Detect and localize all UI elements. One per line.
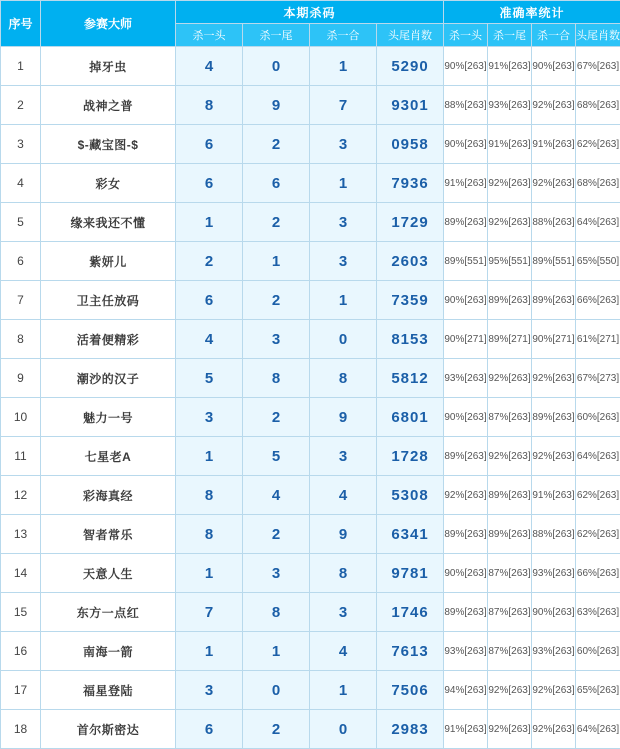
row-rate-sum: 92%[263] [532,164,576,203]
table-row [1,125,620,164]
table-row [1,398,620,437]
row-rate-sum: 88%[263] [532,515,576,554]
row-headtail-zodiac: 6341 [377,515,444,554]
row-kill-head: 3 [176,671,243,710]
column-header-headtail-zodiac: 头尾肖数 [377,24,444,47]
row-rate-head: 88%[263] [444,86,488,125]
row-headtail-zodiac: 1729 [377,203,444,242]
row-kill-tail: 3 [243,554,310,593]
row-index: 13 [1,515,41,554]
row-kill-tail: 4 [243,476,310,515]
row-kill-sum: 0 [310,710,377,749]
row-rate-tail: 93%[263] [488,86,532,125]
row-headtail-zodiac: 2983 [377,710,444,749]
row-kill-head: 5 [176,359,243,398]
row-index: 18 [1,710,41,749]
row-index: 11 [1,437,41,476]
table-row [1,671,620,710]
row-kill-tail: 2 [243,398,310,437]
row-index: 9 [1,359,41,398]
row-kill-tail: 6 [243,164,310,203]
table-body [1,47,620,749]
row-rate-sum: 89%[263] [532,281,576,320]
row-rate-zodiac: 64%[263] [576,710,620,749]
row-index: 4 [1,164,41,203]
row-kill-sum: 3 [310,203,377,242]
row-kill-tail: 3 [243,320,310,359]
row-kill-sum: 1 [310,671,377,710]
column-group-current-kill: 本期杀码 [176,1,444,24]
row-index: 1 [1,47,41,86]
row-index: 16 [1,632,41,671]
row-master-name[interactable]: 智者常乐 [41,515,176,554]
row-rate-tail: 95%[551] [488,242,532,281]
row-rate-tail: 92%[263] [488,671,532,710]
table-row [1,203,620,242]
row-index: 7 [1,281,41,320]
column-header-rate-head: 杀一头 [444,24,488,47]
row-index: 5 [1,203,41,242]
row-rate-head: 89%[263] [444,203,488,242]
row-rate-sum: 89%[263] [532,398,576,437]
table-row [1,47,620,86]
column-header-rate-zodiac: 头尾肖数 [576,24,620,47]
row-kill-sum: 9 [310,515,377,554]
row-headtail-zodiac: 5812 [377,359,444,398]
row-kill-head: 1 [176,554,243,593]
row-rate-sum: 88%[263] [532,203,576,242]
row-kill-sum: 9 [310,398,377,437]
row-headtail-zodiac: 1728 [377,437,444,476]
row-rate-head: 90%[271] [444,320,488,359]
row-rate-head: 91%[263] [444,164,488,203]
row-kill-sum: 8 [310,359,377,398]
row-rate-sum: 90%[263] [532,593,576,632]
row-kill-head: 8 [176,515,243,554]
row-rate-zodiac: 62%[263] [576,515,620,554]
row-rate-tail: 91%[263] [488,47,532,86]
row-kill-head: 4 [176,320,243,359]
table-row [1,476,620,515]
row-rate-zodiac: 66%[263] [576,554,620,593]
column-header-kill-sum: 杀一合 [310,24,377,47]
row-headtail-zodiac: 6801 [377,398,444,437]
row-kill-sum: 3 [310,593,377,632]
table-row [1,554,620,593]
row-master-name[interactable]: 七星老A [41,437,176,476]
row-kill-sum: 3 [310,242,377,281]
row-index: 8 [1,320,41,359]
table-row [1,281,620,320]
row-headtail-zodiac: 1746 [377,593,444,632]
row-rate-tail: 87%[263] [488,398,532,437]
row-master-name[interactable]: 战神之普 [41,86,176,125]
row-index: 17 [1,671,41,710]
row-master-name[interactable]: 东方一点红 [41,593,176,632]
row-master-name[interactable]: 掉牙虫 [41,47,176,86]
row-master-name[interactable]: 潮沙的汉子 [41,359,176,398]
row-kill-tail: 2 [243,203,310,242]
row-index: 15 [1,593,41,632]
row-master-name[interactable]: 活着便精彩 [41,320,176,359]
row-rate-tail: 89%[263] [488,476,532,515]
row-rate-zodiac: 60%[263] [576,398,620,437]
row-rate-tail: 87%[263] [488,554,532,593]
row-rate-head: 93%[263] [444,359,488,398]
row-kill-tail: 5 [243,437,310,476]
row-index: 2 [1,86,41,125]
row-kill-sum: 4 [310,476,377,515]
row-index: 10 [1,398,41,437]
row-rate-head: 90%[263] [444,554,488,593]
row-kill-head: 7 [176,593,243,632]
row-kill-sum: 4 [310,632,377,671]
row-headtail-zodiac: 5308 [377,476,444,515]
row-headtail-zodiac: 7936 [377,164,444,203]
row-kill-sum: 8 [310,554,377,593]
row-kill-tail: 8 [243,359,310,398]
row-rate-zodiac: 68%[263] [576,86,620,125]
column-header-master: 参赛大师 [41,1,176,47]
row-kill-head: 6 [176,281,243,320]
row-headtail-zodiac: 2603 [377,242,444,281]
row-kill-head: 1 [176,632,243,671]
row-rate-zodiac: 68%[263] [576,164,620,203]
row-rate-tail: 92%[263] [488,164,532,203]
row-rate-head: 89%[551] [444,242,488,281]
row-kill-head: 1 [176,203,243,242]
row-index: 12 [1,476,41,515]
row-rate-zodiac: 62%[263] [576,476,620,515]
row-rate-head: 89%[263] [444,437,488,476]
row-rate-head: 93%[263] [444,632,488,671]
row-kill-tail: 2 [243,515,310,554]
row-rate-tail: 87%[263] [488,593,532,632]
row-kill-sum: 1 [310,281,377,320]
row-rate-head: 90%[263] [444,398,488,437]
row-rate-tail: 92%[263] [488,710,532,749]
row-rate-zodiac: 62%[263] [576,125,620,164]
table-row [1,320,620,359]
table-row [1,710,620,749]
row-master-name[interactable]: 首尔斯密达 [41,710,176,749]
row-rate-zodiac: 61%[271] [576,320,620,359]
row-headtail-zodiac: 7506 [377,671,444,710]
row-kill-tail: 2 [243,281,310,320]
row-kill-tail: 8 [243,593,310,632]
row-rate-head: 90%[263] [444,125,488,164]
row-rate-head: 89%[263] [444,515,488,554]
row-rate-zodiac: 67%[273] [576,359,620,398]
row-master-name[interactable]: 天意人生 [41,554,176,593]
row-kill-tail: 2 [243,710,310,749]
row-master-name[interactable]: 南海一箭 [41,632,176,671]
row-kill-head: 3 [176,398,243,437]
column-header-kill-head: 杀一头 [176,24,243,47]
table-row [1,632,620,671]
row-headtail-zodiac: 9301 [377,86,444,125]
row-kill-tail: 2 [243,125,310,164]
row-rate-sum: 92%[263] [532,359,576,398]
row-kill-tail: 9 [243,86,310,125]
row-rate-sum: 92%[263] [532,671,576,710]
row-rate-sum: 91%[263] [532,125,576,164]
row-rate-head: 90%[263] [444,47,488,86]
row-kill-head: 2 [176,242,243,281]
row-rate-tail: 87%[263] [488,632,532,671]
row-headtail-zodiac: 5290 [377,47,444,86]
row-rate-sum: 90%[263] [532,47,576,86]
row-rate-tail: 89%[271] [488,320,532,359]
row-master-name[interactable]: 紫妍儿 [41,242,176,281]
row-rate-sum: 92%[263] [532,710,576,749]
row-rate-zodiac: 63%[263] [576,593,620,632]
row-master-name[interactable]: 彩女 [41,164,176,203]
row-kill-sum: 3 [310,437,377,476]
row-headtail-zodiac: 9781 [377,554,444,593]
table-row [1,164,620,203]
row-kill-sum: 1 [310,47,377,86]
row-rate-head: 92%[263] [444,476,488,515]
row-master-name[interactable]: 卫主任放码 [41,281,176,320]
row-headtail-zodiac: 0958 [377,125,444,164]
row-index: 3 [1,125,41,164]
row-kill-tail: 1 [243,242,310,281]
row-rate-zodiac: 66%[263] [576,281,620,320]
row-kill-head: 6 [176,125,243,164]
row-kill-head: 8 [176,476,243,515]
row-kill-sum: 3 [310,125,377,164]
row-rate-sum: 91%[263] [532,476,576,515]
row-master-name[interactable]: 缘来我还不懂 [41,203,176,242]
row-rate-zodiac: 64%[263] [576,203,620,242]
row-rate-sum: 93%[263] [532,632,576,671]
row-rate-zodiac: 65%[550] [576,242,620,281]
row-kill-sum: 0 [310,320,377,359]
row-rate-zodiac: 60%[263] [576,632,620,671]
row-rate-tail: 89%[263] [488,515,532,554]
row-rate-sum: 89%[551] [532,242,576,281]
row-kill-sum: 7 [310,86,377,125]
row-rate-zodiac: 67%[263] [576,47,620,86]
row-rate-head: 91%[263] [444,710,488,749]
table-row [1,515,620,554]
row-kill-head: 6 [176,164,243,203]
row-kill-tail: 0 [243,47,310,86]
row-kill-head: 6 [176,710,243,749]
row-kill-head: 1 [176,437,243,476]
column-header-rate-tail: 杀一尾 [488,24,532,47]
row-kill-tail: 1 [243,632,310,671]
table-header [1,1,620,47]
row-rate-sum: 92%[263] [532,437,576,476]
row-rate-head: 90%[263] [444,281,488,320]
row-rate-tail: 89%[263] [488,281,532,320]
row-rate-tail: 92%[263] [488,437,532,476]
row-rate-head: 89%[263] [444,593,488,632]
row-rate-head: 94%[263] [444,671,488,710]
row-index: 6 [1,242,41,281]
table-row [1,437,620,476]
column-header-index: 序号 [1,1,41,47]
row-master-name[interactable]: 彩海真经 [41,476,176,515]
row-kill-head: 8 [176,86,243,125]
row-master-name[interactable]: $-藏宝图-$ [41,125,176,164]
row-kill-tail: 0 [243,671,310,710]
row-headtail-zodiac: 7359 [377,281,444,320]
table-row [1,359,620,398]
row-headtail-zodiac: 7613 [377,632,444,671]
row-kill-sum: 1 [310,164,377,203]
row-rate-zodiac: 64%[263] [576,437,620,476]
table-row [1,242,620,281]
row-rate-sum: 92%[263] [532,86,576,125]
column-group-accuracy: 准确率统计 [444,1,620,24]
row-kill-head: 4 [176,47,243,86]
row-master-name[interactable]: 魅力一号 [41,398,176,437]
table-row [1,593,620,632]
row-master-name[interactable]: 福星登陆 [41,671,176,710]
row-headtail-zodiac: 8153 [377,320,444,359]
row-rate-tail: 92%[263] [488,203,532,242]
row-rate-sum: 93%[263] [532,554,576,593]
column-header-rate-sum: 杀一合 [532,24,576,47]
row-rate-zodiac: 65%[263] [576,671,620,710]
row-rate-tail: 91%[263] [488,125,532,164]
column-header-kill-tail: 杀一尾 [243,24,310,47]
table-header-row-top [1,1,620,24]
table-row [1,86,620,125]
row-rate-tail: 92%[263] [488,359,532,398]
row-index: 14 [1,554,41,593]
row-rate-sum: 90%[271] [532,320,576,359]
